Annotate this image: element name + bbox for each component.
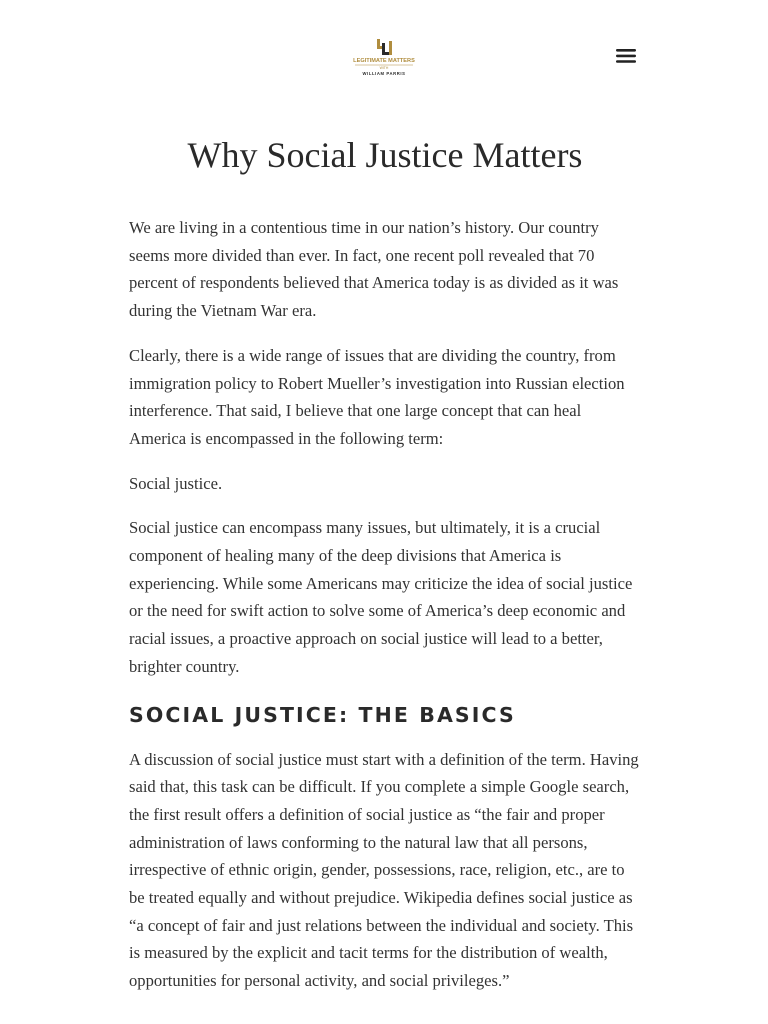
logo-text-line1: LEGITIMATE MATTERS (353, 58, 415, 64)
logo-text-line3: WILLIAM PARRIS (362, 71, 406, 76)
section-heading: SOCIAL JUSTICE: THE BASICS (129, 702, 516, 727)
hamburger-menu-icon (610, 44, 642, 70)
article-paragraph: Social justice can encompass many issues, but ultimately, it is a crucial component of healing many of the deep divisions that America is experiencing. While some Americans may criticize the idea of social justice or the need for swift action to solve some of America’s deep economic and racial issues, a proactive approach on social justice will lead to a better, brighter country. (129, 518, 633, 676)
logo-text-line2: WITH (379, 66, 389, 70)
article (129, 130, 641, 1012)
site-header (0, 0, 768, 100)
menu-button[interactable] (610, 44, 642, 70)
article-paragraph: We are living in a contentious time in our nation’s history. Our country seems more divided than ever. In fact, one recent poll revealed that 70 percent of respondents believed that America today is as divided as it was during the Vietnam War era. (129, 218, 619, 321)
page-title: Why Social Justice Matters (187, 135, 583, 175)
article-paragraph: A discussion of social justice must start with a definition of the term. Having said that, this task can be difficult. If you complete a simple Google search, the first result offers a definition of social justice as “the fair and proper administration of laws conforming to the natural law that all persons, irrespective of ethnic origin, gender, possessions, race, religion, etc., are to be treated equally and without prejudice. Wikipedia defines social justice as “a concept of fair and just relations between the individual and society. This is measured by the explicit and tacit terms for the distribution of wealth, opportunities for personal activity, and social privileges.” (129, 749, 639, 991)
article-paragraph: Social justice. (129, 473, 223, 493)
site-logo[interactable] (352, 38, 416, 78)
article-paragraph: Clearly, there is a wide range of issues that are dividing the country, from immigration policy to Robert Mueller’s investigation into Russian election interference. That said, I believe that one large concept that can heal America is encompassed in the following term: (129, 345, 625, 448)
logo-mark-icon (377, 39, 392, 55)
